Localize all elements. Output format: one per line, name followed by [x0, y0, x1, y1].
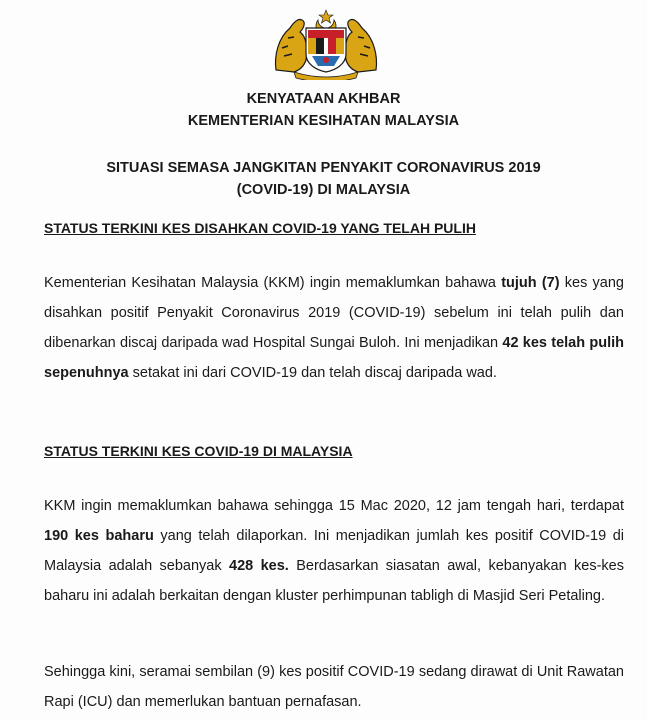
header-line-2: KEMENTERIAN KESIHATAN MALAYSIA [187, 113, 460, 129]
paragraph-recovered [44, 268, 624, 388]
subject-line-1: SITUASI SEMASA JANGKITAN PENYAKIT CORONAVIRUS 2019 [106, 160, 541, 176]
header-line-1: KENYATAAN AKHBAR [246, 91, 401, 107]
bold-span: tujuh (7) [501, 275, 560, 291]
malaysia-coat-of-arms-icon [268, 8, 384, 80]
text-span: setakat ini dari COVID-19 dan telah discaj daripada wad. [128, 365, 497, 381]
subject-line-2: (COVID-19) DI MALAYSIA [236, 182, 411, 198]
bold-span: 42 kes telah pulih sepenuhnya [44, 335, 624, 381]
text-span: yang telah dilaporkan. Ini menjadikan jumlah kes positif COVID-19 di Malaysia adalah sebanyak [44, 528, 624, 574]
text-span: Kementerian Kesihatan Malaysia (KKM) ingin memaklumkan bahawa [44, 275, 502, 291]
paragraph-current-status [44, 491, 624, 611]
bold-span: 428 kes. [229, 558, 289, 574]
section-title-recovered: STATUS TERKINI KES DISAHKAN COVID-19 YANG TELAH PULIH [44, 220, 476, 236]
subject-heading [0, 157, 647, 201]
text-span: kes yang disahkan positif Penyakit Coronavirus 2019 (COVID-19) sebelum ini telah pulih dan dibenarkan discaj daripada wad Hospital Sungai Buloh. Ini menjadikan [44, 275, 624, 351]
section-title-current-status: STATUS TERKINI KES COVID-19 DI MALAYSIA [44, 443, 353, 459]
text-span: KKM ingin memaklumkan bahawa sehingga 15 Mac 2020, 12 jam tengah hari, terdapat [44, 498, 624, 514]
text-span: Berdasarkan siasatan awal, kebanyakan kes-kes baharu ini adalah berkaitan dengan kluster perhimpunan tabligh di Masjid Seri Petaling. [44, 558, 624, 604]
bold-span: 190 kes baharu [44, 528, 154, 544]
paragraph-icu: Sehingga kini, seramai sembilan (9) kes positif COVID-19 sedang dirawat di Unit Rawatan Rapi (ICU) dan memerlukan bantuan pernafasan. [44, 664, 624, 710]
press-release-header [0, 88, 647, 132]
